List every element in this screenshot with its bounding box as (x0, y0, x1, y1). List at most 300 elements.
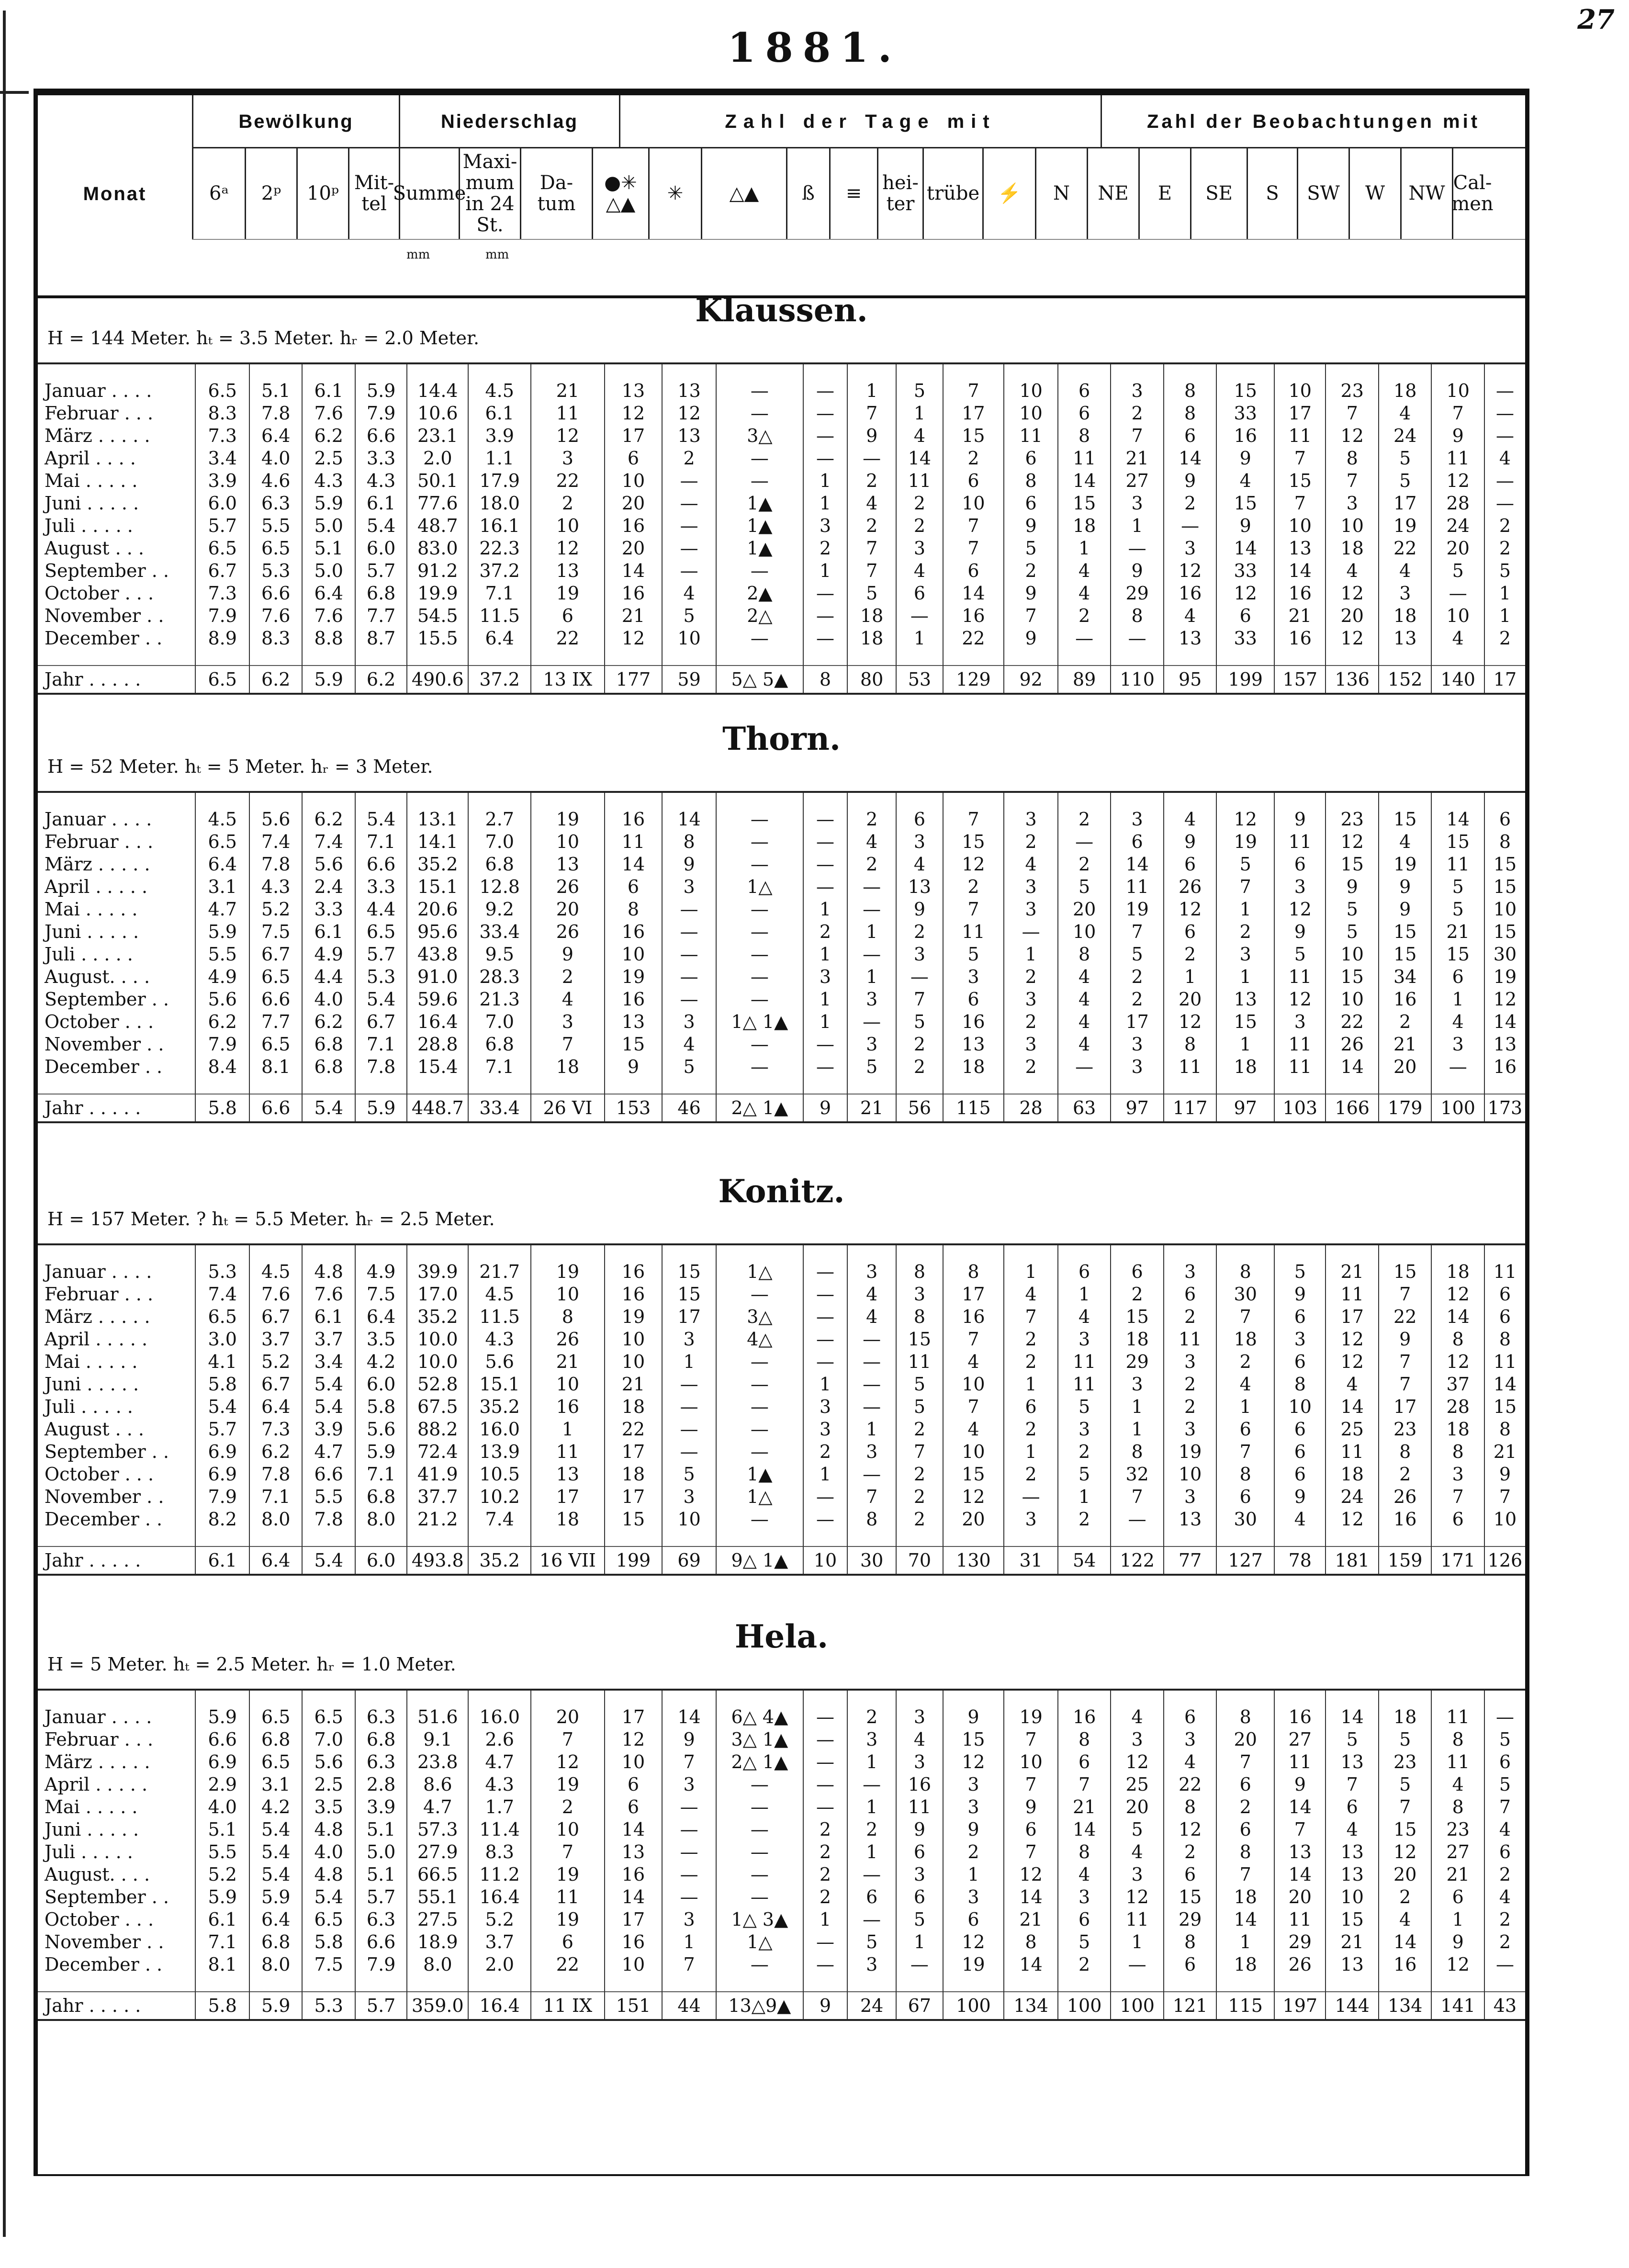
cell-obs-ne: 17 (1111, 1011, 1163, 1033)
cell-obs-w: 5 (1379, 447, 1431, 470)
total-obs-sw: 136 (1326, 666, 1378, 693)
cell-days-storm: 2 (803, 537, 847, 560)
cell-cloud-2p: 5.3 (249, 560, 302, 582)
cell-days-fog: 3 (847, 1728, 896, 1751)
cell-cloud-10p: 7.4 (302, 831, 355, 853)
cell-obs-calmen: 5 (1484, 1773, 1525, 1796)
cell-obs-nw: 11 (1431, 1751, 1484, 1773)
cell-days-truebe: 6 (943, 470, 1004, 492)
cell-days-fog: 7 (847, 402, 896, 425)
cell-obs-sw: 13 (1326, 1751, 1378, 1773)
cell-precip-summe: 35.2 (407, 1306, 468, 1328)
cell-precip-max: 12.8 (468, 876, 531, 898)
cell-obs-n: 5 (1058, 1463, 1111, 1486)
cell-days-hail: 3△ (716, 1306, 803, 1328)
cell-days-snow: — (662, 921, 716, 943)
cell-obs-ne: 11 (1111, 1908, 1163, 1931)
cell-obs-s: 3 (1274, 1328, 1326, 1351)
cell-days-gusts: 19 (605, 1306, 663, 1328)
page-number: 27 (1577, 4, 1615, 35)
cell-cloud-2p: 4.3 (249, 876, 302, 898)
total-cloud-10p: 5.9 (302, 666, 355, 693)
total-obs-ne: 110 (1111, 666, 1163, 693)
cell-obs-w: 16 (1379, 988, 1431, 1011)
cell-days-truebe: 7 (943, 515, 1004, 537)
cell-days-thunder: 7 (1004, 1841, 1058, 1863)
cell-precip-summe: 35.2 (407, 853, 468, 876)
cell-days-thunder: 1 (1004, 1441, 1058, 1463)
total-days-hail: 9△ 1▲ (716, 1546, 803, 1574)
table-row (38, 380, 1525, 402)
cell-days-heiter: 14 (896, 447, 943, 470)
cell-obs-nw: 5 (1431, 898, 1484, 921)
cell-precip-summe: 16.4 (407, 1011, 468, 1033)
cell-obs-n: 7 (1058, 1773, 1111, 1796)
cell-cloud-6a: 7.3 (195, 582, 249, 605)
cell-cloud-10p: 4.9 (302, 943, 355, 966)
cell-precip-max: 5.2 (468, 1908, 531, 1931)
cell-days-truebe: 15 (943, 831, 1004, 853)
cell-cloud-mittel: 7.1 (355, 1033, 407, 1056)
cell-days-thunder: 8 (1004, 470, 1058, 492)
cell-month: August. . . . (45, 1864, 150, 1885)
cell-days-truebe: 14 (943, 582, 1004, 605)
cell-days-storm: — (803, 380, 847, 402)
cell-cloud-mittel: 3.9 (355, 1796, 407, 1818)
cell-days-thunder: 7 (1004, 1306, 1058, 1328)
cell-precip-datum: 19 (531, 1908, 604, 1931)
cell-obs-e: 8 (1164, 1033, 1216, 1056)
cell-precip-summe: 9.1 (407, 1728, 468, 1751)
cell-days-storm: 1 (803, 988, 847, 1011)
cell-obs-n: 18 (1058, 515, 1111, 537)
cell-obs-e: 22 (1164, 1773, 1216, 1796)
cell-precip-max: 4.3 (468, 1773, 531, 1796)
cell-cloud-2p: 7.4 (249, 831, 302, 853)
cell-obs-sw: 4 (1326, 560, 1378, 582)
cell-month: März . . . . . (45, 1306, 150, 1327)
cell-precip-summe: 15.1 (407, 876, 468, 898)
table-row (38, 492, 1525, 515)
cell-days-truebe: 7 (943, 898, 1004, 921)
cell-precip-datum: 13 (531, 1463, 604, 1486)
cell-cloud-2p: 7.6 (249, 605, 302, 627)
cell-precip-summe: 20.6 (407, 898, 468, 921)
cell-obs-e: 9 (1164, 470, 1216, 492)
cell-days-thunder: 4 (1004, 1283, 1058, 1306)
cell-days-hail: — (716, 1351, 803, 1373)
cell-obs-s: 11 (1274, 1908, 1326, 1931)
cell-precip-summe: 95.6 (407, 921, 468, 943)
cell-obs-se: 7 (1216, 876, 1274, 898)
cell-cloud-mittel: 7.9 (355, 402, 407, 425)
cell-days-hail: 3△ 1▲ (716, 1728, 803, 1751)
cell-precip-max: 6.8 (468, 853, 531, 876)
cell-days-hail: 1△ 1▲ (716, 1011, 803, 1033)
total-obs-sw: 166 (1326, 1094, 1378, 1121)
cell-days-truebe: 16 (943, 605, 1004, 627)
cell-obs-calmen: 8 (1484, 1328, 1525, 1351)
cell-days-fog: 1 (847, 1751, 896, 1773)
cell-days-snow: 3 (662, 1486, 716, 1508)
cell-days-storm: — (803, 1931, 847, 1953)
cell-obs-e: 2 (1164, 492, 1216, 515)
cell-days-truebe: 2 (943, 876, 1004, 898)
cell-days-gusts: 16 (605, 808, 663, 831)
cell-cloud-mittel: 2.8 (355, 1773, 407, 1796)
cell-days-hail: — (716, 1841, 803, 1863)
total-cloud-mittel: 5.9 (355, 1094, 407, 1121)
cell-days-thunder: 6 (1004, 447, 1058, 470)
total-days-snow: 44 (662, 1992, 716, 2019)
cell-obs-w: 17 (1379, 1396, 1431, 1418)
cell-obs-e: 3 (1164, 1261, 1216, 1283)
cell-obs-e: 4 (1164, 808, 1216, 831)
table-row (38, 1931, 1525, 1953)
cell-precip-summe: 67.5 (407, 1396, 468, 1418)
cell-days-gusts: 16 (605, 1261, 663, 1283)
table-row (38, 1706, 1525, 1728)
cell-days-gusts: 16 (605, 1931, 663, 1953)
cell-days-heiter: — (896, 1953, 943, 1976)
cell-month: Juli . . . . . (45, 515, 133, 536)
cell-obs-nw: 12 (1431, 1953, 1484, 1976)
page-year: 1881. (727, 24, 902, 71)
cell-cloud-6a: 8.2 (195, 1508, 249, 1531)
cell-precip-datum: 3 (531, 447, 604, 470)
total-days-heiter: 70 (896, 1546, 943, 1574)
cell-days-hail: — (716, 1418, 803, 1441)
cell-obs-nw: 4 (1431, 1773, 1484, 1796)
cell-precip-max: 4.7 (468, 1751, 531, 1773)
cell-obs-n: 2 (1058, 1508, 1111, 1531)
total-precip-datum: 11 IX (531, 1992, 604, 2019)
header-cloud-10p: 10ᵖ (296, 148, 348, 239)
cell-days-fog: 7 (847, 560, 896, 582)
total-obs-e: 117 (1164, 1094, 1216, 1121)
cell-obs-sw: 10 (1326, 1886, 1378, 1908)
cell-days-thunder: 3 (1004, 1033, 1058, 1056)
cell-days-hail: — (716, 1773, 803, 1796)
cell-days-truebe: 6 (943, 560, 1004, 582)
cell-days-thunder: 7 (1004, 605, 1058, 627)
cell-days-storm: — (803, 1773, 847, 1796)
total-obs-calmen: 126 (1484, 1546, 1525, 1574)
cell-obs-se: 6 (1216, 1773, 1274, 1796)
cell-days-gusts: 9 (605, 1056, 663, 1078)
cell-cloud-10p: 6.1 (302, 921, 355, 943)
cell-days-hail: — (716, 1373, 803, 1396)
cell-month: Juni . . . . . (45, 493, 139, 514)
cell-cloud-6a: 6.2 (195, 1011, 249, 1033)
cell-obs-e: 11 (1164, 1328, 1216, 1351)
cell-days-thunder: 10 (1004, 1751, 1058, 1773)
table-row (38, 560, 1525, 582)
cell-days-snow: 1 (662, 1931, 716, 1953)
cell-obs-w: 15 (1379, 1261, 1431, 1283)
table-row (38, 582, 1525, 605)
cell-days-fog: 2 (847, 1818, 896, 1841)
table-row (38, 1863, 1525, 1886)
total-obs-se: 97 (1216, 1094, 1274, 1121)
cell-precip-summe: 14.4 (407, 380, 468, 402)
cell-obs-se: 4 (1216, 1373, 1274, 1396)
cell-cloud-6a: 2.9 (195, 1773, 249, 1796)
cell-cloud-mittel: 6.4 (355, 1306, 407, 1328)
cell-cloud-6a: 6.1 (195, 1908, 249, 1931)
cell-obs-n: 4 (1058, 560, 1111, 582)
cell-days-fog: — (847, 447, 896, 470)
cell-obs-s: 6 (1274, 853, 1326, 876)
cell-cloud-6a: 4.9 (195, 966, 249, 988)
cell-obs-calmen: 2 (1484, 537, 1525, 560)
total-month: Jahr . . . . . (38, 1546, 195, 1574)
cell-cloud-6a: 5.9 (195, 1886, 249, 1908)
cell-days-thunder: 21 (1004, 1908, 1058, 1931)
cell-days-fog: 1 (847, 1841, 896, 1863)
cell-obs-se: 7 (1216, 1863, 1274, 1886)
cell-days-thunder: 3 (1004, 898, 1058, 921)
cell-month: November . . (45, 1034, 164, 1055)
cell-obs-w: 23 (1379, 1751, 1431, 1773)
cell-precip-max: 4.5 (468, 380, 531, 402)
cell-obs-e: 16 (1164, 582, 1216, 605)
cell-precip-max: 21.3 (468, 988, 531, 1011)
cell-cloud-mittel: 6.0 (355, 1373, 407, 1396)
cell-days-heiter: 3 (896, 943, 943, 966)
table-row (38, 470, 1525, 492)
cell-obs-nw: 9 (1431, 425, 1484, 447)
cell-obs-sw: 8 (1326, 447, 1378, 470)
cell-days-fog: 4 (847, 1283, 896, 1306)
cell-days-hail: — (716, 470, 803, 492)
cell-month: Mai . . . . . (45, 470, 138, 491)
cell-obs-ne: 14 (1111, 853, 1163, 876)
cell-obs-s: 10 (1274, 1396, 1326, 1418)
header-obs-se: SE (1190, 148, 1247, 239)
header-precip-datum: Da- tum (520, 148, 592, 239)
cell-days-thunder: 2 (1004, 1418, 1058, 1441)
total-days-fog: 21 (847, 1094, 896, 1121)
cell-cloud-10p: 6.4 (302, 582, 355, 605)
table-row (38, 537, 1525, 560)
total-cloud-6a: 6.1 (195, 1546, 249, 1574)
cell-days-gusts: 14 (605, 1818, 663, 1841)
cell-days-storm: — (803, 808, 847, 831)
cell-cloud-2p: 5.2 (249, 898, 302, 921)
cell-precip-max: 7.1 (468, 1056, 531, 1078)
cell-days-fog: 5 (847, 1931, 896, 1953)
cell-cloud-6a: 6.5 (195, 380, 249, 402)
cell-days-storm: — (803, 1283, 847, 1306)
cell-days-snow: 5 (662, 1463, 716, 1486)
cell-days-fog: — (847, 898, 896, 921)
cell-obs-ne: 3 (1111, 380, 1163, 402)
cell-days-fog: — (847, 1863, 896, 1886)
cell-precip-datum: 19 (531, 1863, 604, 1886)
cell-cloud-mittel: 8.0 (355, 1508, 407, 1531)
cell-cloud-10p: 5.9 (302, 492, 355, 515)
total-obs-ne: 97 (1111, 1094, 1163, 1121)
total-cloud-10p: 5.3 (302, 1992, 355, 2019)
cell-precip-max: 5.6 (468, 1351, 531, 1373)
cell-cloud-10p: 5.5 (302, 1486, 355, 1508)
cell-days-fog: — (847, 1373, 896, 1396)
cell-precip-datum: 2 (531, 492, 604, 515)
cell-precip-datum: 20 (531, 1706, 604, 1728)
cell-precip-datum: 12 (531, 537, 604, 560)
cell-days-gusts: 14 (605, 1886, 663, 1908)
cell-precip-summe: 39.9 (407, 1261, 468, 1283)
cell-obs-e: 11 (1164, 1056, 1216, 1078)
cell-days-snow: 10 (662, 1508, 716, 1531)
total-obs-n: 63 (1058, 1094, 1111, 1121)
cell-cloud-10p: 8.8 (302, 627, 355, 650)
cell-obs-calmen: — (1484, 492, 1525, 515)
total-cloud-mittel: 6.0 (355, 1546, 407, 1574)
cell-cloud-10p: 5.4 (302, 1886, 355, 1908)
cell-obs-ne: 25 (1111, 1773, 1163, 1796)
cell-obs-w: 18 (1379, 380, 1431, 402)
table-row (38, 1773, 1525, 1796)
cell-days-heiter: 11 (896, 470, 943, 492)
cell-days-truebe: 7 (943, 808, 1004, 831)
total-precip-summe: 359.0 (407, 1992, 468, 2019)
cell-month: Juni . . . . . (45, 1374, 139, 1395)
header-obs-sw: SW (1297, 148, 1348, 239)
cell-obs-s: 7 (1274, 1818, 1326, 1841)
cell-cloud-6a: 6.5 (195, 537, 249, 560)
header-obs-w: W (1348, 148, 1400, 239)
total-obs-sw: 144 (1326, 1992, 1378, 2019)
total-precip-max: 16.4 (468, 1992, 531, 2019)
cell-days-heiter: 2 (896, 1033, 943, 1056)
cell-obs-calmen: 2 (1484, 515, 1525, 537)
cell-obs-w: 21 (1379, 1033, 1431, 1056)
cell-cloud-2p: 7.7 (249, 1011, 302, 1033)
cell-cloud-2p: 5.4 (249, 1841, 302, 1863)
cell-days-storm: 1 (803, 470, 847, 492)
cell-cloud-2p: 6.6 (249, 988, 302, 1011)
cell-obs-ne: — (1111, 627, 1163, 650)
cell-obs-ne: 15 (1111, 1306, 1163, 1328)
total-precip-summe: 493.8 (407, 1546, 468, 1574)
cell-cloud-mittel: 5.1 (355, 1863, 407, 1886)
cell-cloud-2p: 4.6 (249, 470, 302, 492)
cell-cloud-6a: 5.5 (195, 943, 249, 966)
cell-days-fog: 1 (847, 380, 896, 402)
cell-days-fog: — (847, 1351, 896, 1373)
cell-days-hail: 1△ (716, 1486, 803, 1508)
cell-precip-summe: 19.9 (407, 582, 468, 605)
cell-days-gusts: 8 (605, 898, 663, 921)
unit-mm-max: mm (485, 248, 509, 262)
cell-cloud-2p: 5.4 (249, 1818, 302, 1841)
header-days-storm: ß (786, 148, 829, 239)
total-obs-nw: 141 (1431, 1992, 1484, 2019)
cell-month: April . . . . (45, 448, 136, 469)
cell-cloud-6a: 3.9 (195, 470, 249, 492)
cell-precip-datum: 10 (531, 1818, 604, 1841)
cell-precip-datum: 22 (531, 1953, 604, 1976)
cell-obs-s: 3 (1274, 876, 1326, 898)
cell-obs-w: 24 (1379, 425, 1431, 447)
cell-days-heiter: 8 (896, 1306, 943, 1328)
cell-obs-n: 2 (1058, 1953, 1111, 1976)
cell-days-thunder: 3 (1004, 876, 1058, 898)
cell-obs-sw: 23 (1326, 380, 1378, 402)
cell-precip-summe: 14.1 (407, 831, 468, 853)
cell-days-fog: 1 (847, 966, 896, 988)
cell-obs-nw: 11 (1431, 853, 1484, 876)
cell-precip-summe: 27.9 (407, 1841, 468, 1863)
cell-cloud-10p: 2.4 (302, 876, 355, 898)
cell-days-heiter: 3 (896, 537, 943, 560)
cell-precip-max: 11.5 (468, 1306, 531, 1328)
header-obs-s: S (1247, 148, 1297, 239)
cell-obs-nw: 12 (1431, 1351, 1484, 1373)
cell-precip-datum: 4 (531, 988, 604, 1011)
cell-obs-w: 7 (1379, 1283, 1431, 1306)
total-cloud-6a: 5.8 (195, 1992, 249, 2019)
cell-obs-nw: 9 (1431, 1931, 1484, 1953)
cell-cloud-6a: 5.5 (195, 1841, 249, 1863)
cell-obs-calmen: 1 (1484, 582, 1525, 605)
cell-obs-sw: 18 (1326, 537, 1378, 560)
cell-obs-sw: 12 (1326, 627, 1378, 650)
cell-obs-w: 9 (1379, 1328, 1431, 1351)
cell-cloud-10p: 7.6 (302, 402, 355, 425)
cell-days-truebe: 12 (943, 1486, 1004, 1508)
cell-precip-summe: 91.0 (407, 966, 468, 988)
cell-days-snow: 15 (662, 1261, 716, 1283)
cell-obs-n: 14 (1058, 470, 1111, 492)
cell-cloud-10p: 4.8 (302, 1261, 355, 1283)
cell-days-fog: 9 (847, 425, 896, 447)
cell-obs-calmen: 14 (1484, 1011, 1525, 1033)
header-days-title: Zahl der Tage mit (619, 95, 1101, 148)
cell-obs-sw: 4 (1326, 1818, 1378, 1841)
cell-days-fog: — (847, 1773, 896, 1796)
cell-cloud-mittel: 7.1 (355, 831, 407, 853)
cell-days-snow: — (662, 1441, 716, 1463)
cell-obs-nw: 7 (1431, 402, 1484, 425)
cell-obs-n: 2 (1058, 853, 1111, 876)
cell-obs-s: 16 (1274, 582, 1326, 605)
cell-days-heiter: 16 (896, 1773, 943, 1796)
cell-month: Januar . . . . (45, 1261, 152, 1282)
cell-obs-w: 19 (1379, 515, 1431, 537)
cell-obs-w: 20 (1379, 1056, 1431, 1078)
cell-precip-max: 7.0 (468, 1011, 531, 1033)
cell-precip-max: 21.7 (468, 1261, 531, 1283)
cell-cloud-10p: 3.4 (302, 1351, 355, 1373)
cell-cloud-2p: 6.7 (249, 1373, 302, 1396)
cell-days-snow: 14 (662, 1706, 716, 1728)
cell-days-truebe: 6 (943, 1908, 1004, 1931)
cell-cloud-2p: 5.6 (249, 808, 302, 831)
cell-obs-nw: 12 (1431, 1283, 1484, 1306)
cell-obs-w: 5 (1379, 470, 1431, 492)
cell-days-heiter: 2 (896, 1486, 943, 1508)
cell-days-snow: — (662, 537, 716, 560)
cell-obs-calmen: 19 (1484, 966, 1525, 988)
cell-obs-nw: 14 (1431, 808, 1484, 831)
cell-obs-e: 8 (1164, 380, 1216, 402)
cell-obs-w: 23 (1379, 1418, 1431, 1441)
cell-obs-ne: — (1111, 1508, 1163, 1531)
cell-days-thunder: 2 (1004, 1463, 1058, 1486)
